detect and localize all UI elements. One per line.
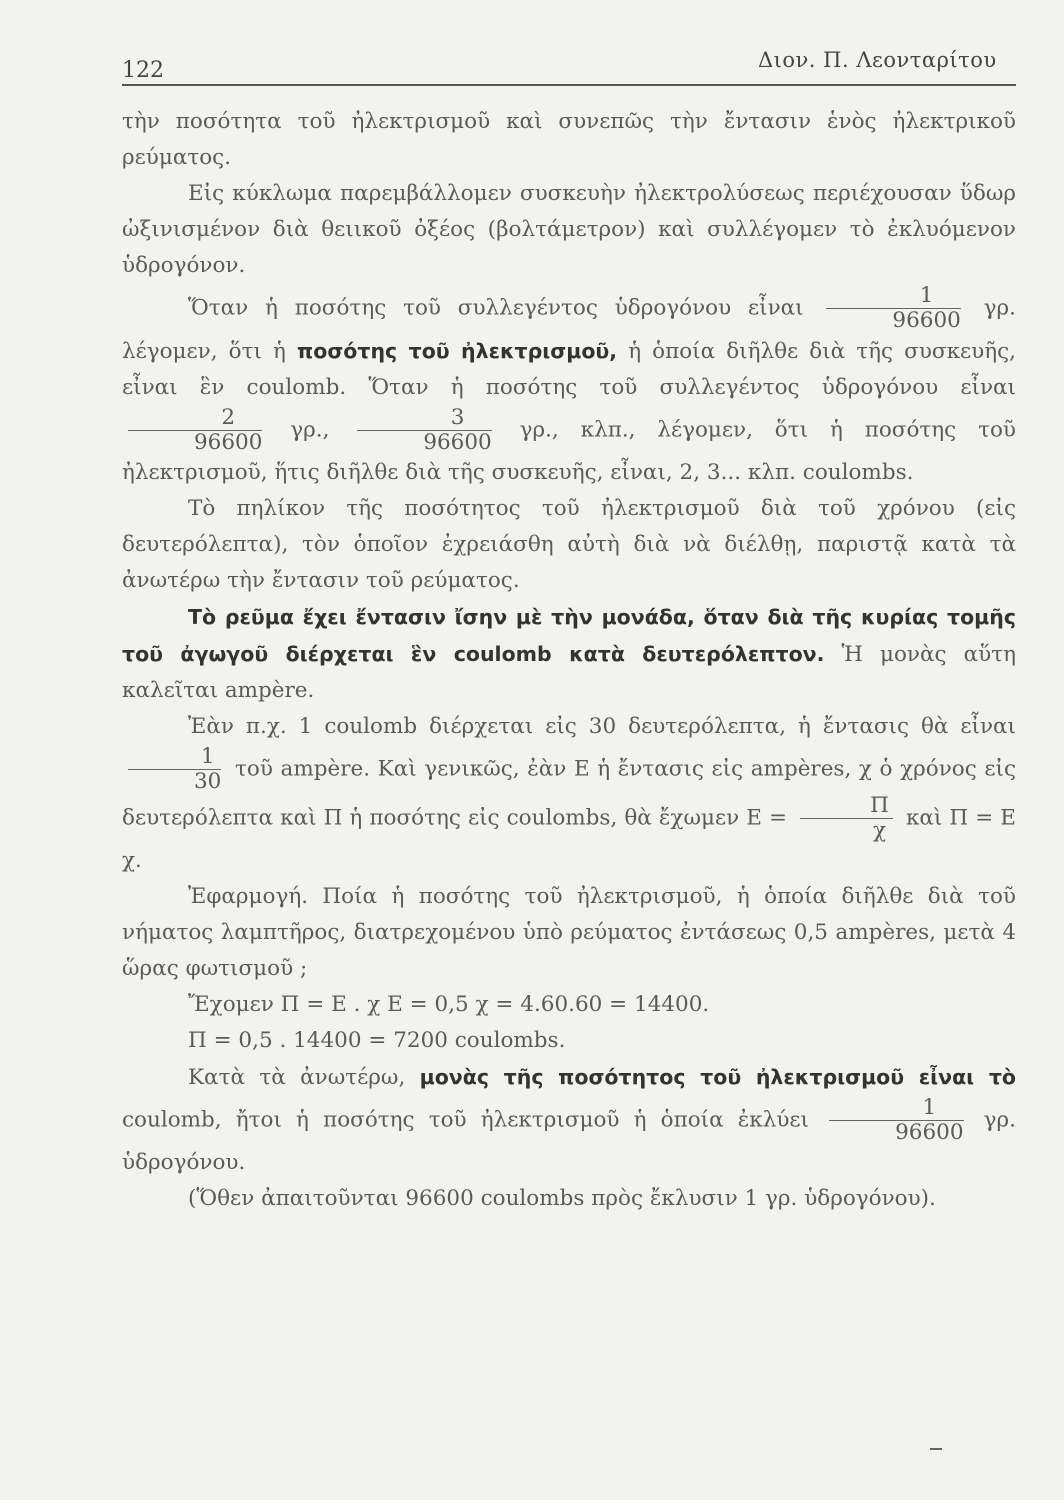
paragraph-10 bbox=[122, 1059, 1016, 1181]
fraction-2-96600 bbox=[128, 406, 262, 455]
paragraph-9-result: Π = 0,5 . 14400 = 7200 coulombs. bbox=[188, 1028, 566, 1053]
paragraph-1: τὴν ποσότητα τοῦ ἠλεκτρισμοῦ καὶ συνεπῶς τὴν ἔντασιν ἑνὸς ἠλεκτρικοῦ ρεύματος. bbox=[122, 109, 1016, 170]
fraction-denominator: χ bbox=[872, 818, 886, 843]
paragraph-4: Τὸ πηλίκον τῆς ποσότητος τοῦ ἠλεκτρισμοῦ διὰ τοῦ χρόνου (εἰς δευτερόλεπτα), τὸν ὁποῖον ἐχρειάσθη αὐτὴ διὰ νὰ διέλθῃ, παριστᾷ κατὰ τὰ ἀνωτέρω τὴν ἔντασιν τοῦ ρεύματος. bbox=[122, 496, 1016, 593]
fraction-numerator: 3 bbox=[357, 406, 491, 431]
fraction-denominator: 96600 bbox=[194, 430, 263, 455]
paragraph-6 bbox=[122, 709, 1016, 879]
p3-text-b: γρ. λέγομεν, ὅτι ἡ bbox=[122, 295, 1016, 364]
fraction-numerator: 1 bbox=[826, 284, 960, 309]
p10-text-c: γρ. ὑδρογόνου. bbox=[122, 1107, 1016, 1175]
fraction-pi-chi bbox=[800, 794, 893, 843]
p10-text-a: Κατὰ τὰ ἀνωτέρω, bbox=[188, 1065, 406, 1090]
paragraph-2: Εἰς κύκλωμα παρεμβάλλομεν συσκευὴν ἠλεκτρολύσεως περιέχουσαν ὕδωρ ὠξινισμένον διὰ θειικοῦ ὀξέος (βολτάμετρον) καὶ συλλέγομεν τὸ ἐκλυόμενον ὑδρογόνον. bbox=[122, 181, 1016, 278]
p10-bold: μονὰς τῆς ποσότητος τοῦ ἠλεκτρισμοῦ εἶναι τὸ bbox=[419, 1065, 1016, 1089]
fraction-1-96600-b bbox=[829, 1096, 963, 1145]
fraction-numerator: 1 bbox=[128, 745, 221, 770]
p5-bold-definition: Τὸ ρεῦμα ἔχει ἔντασιν ἴσην μὲ τὴν μονάδα, ὅταν διὰ τῆς κυρίας τομῆς τοῦ ἀγωγοῦ διέρχεται ἓν coulomb κατὰ δευτερόλεπτον. bbox=[122, 605, 1016, 666]
p10-text-b: coulomb, ἤτοι ἡ ποσότης τοῦ ἠλεκτρισμοῦ ἡ ὁποία ἐκλύει bbox=[122, 1107, 809, 1133]
fraction-denominator: 30 bbox=[194, 769, 222, 794]
p6-text-a: Ἐὰν π.χ. 1 coulomb διέρχεται εἰς 30 δευτερόλεπτα, ἡ ἔντασις θὰ εἶναι bbox=[188, 714, 1016, 739]
p3-text-d: γρ., bbox=[290, 417, 330, 443]
running-header-author: Διον. Π. Λεονταρίτου bbox=[758, 48, 997, 72]
paragraph-7-application: Ἐφαρμογή. Ποία ἡ ποσότης τοῦ ἠλεκτρισμοῦ, ἡ ὁποία διῆλθε διὰ τοῦ νήματος λαμπτῆρος, διατρεχομένου ὑπὸ ρεύματος ἐντάσεως 0,5 ampères, μετὰ 4 ὥρας φωτισμοῦ ; bbox=[122, 884, 1016, 981]
fraction-3-96600 bbox=[357, 406, 491, 455]
p3-text-a: Ὅταν ἡ ποσότης τοῦ συλλεγέντος ὑδρογόνου εἶναι bbox=[188, 295, 804, 321]
fraction-numerator: 2 bbox=[128, 406, 262, 431]
fraction-numerator: 1 bbox=[829, 1096, 963, 1121]
paragraph-5 bbox=[122, 599, 1016, 709]
fraction-denominator: 96600 bbox=[892, 308, 961, 333]
p5-rest: Ἡ μονὰς αὕτη καλεῖται ampère. bbox=[122, 642, 1016, 703]
fraction-denominator: 96600 bbox=[423, 430, 492, 455]
fraction-numerator: Π bbox=[800, 794, 893, 819]
paragraph-3 bbox=[122, 284, 1016, 491]
p3-text-c: ἡ ὁποία διῆλθε διὰ τῆς συσκευῆς, εἶναι ἓν coulomb. Ὅταν ἡ ποσότης τοῦ συλλεγέντος ὑδρογόνου εἶναι bbox=[122, 339, 1017, 400]
paragraph-8-equation: Ἔχομεν Π = Ε . χ Ε = 0,5 χ = 4.60.60 = 14400. bbox=[188, 992, 710, 1017]
p3-text-e: γρ., κλπ., λέγομεν, ὅτι ἡ ποσότης τοῦ ἠλεκτρισμοῦ, ἥτις διῆλθε διὰ τῆς συσκευῆς, εἶναι, 2, 3... κλπ. coulombs. bbox=[122, 417, 1016, 485]
body-text bbox=[122, 104, 1016, 1217]
p3-bold: ποσότης τοῦ ἠλεκτρισμοῦ, bbox=[297, 339, 618, 363]
fraction-1-96600 bbox=[826, 284, 960, 333]
header-rule bbox=[122, 84, 1016, 86]
p6-text-b: τοῦ ampère. Καὶ γενικῶς, ἐὰν Ε ἡ ἔντασις εἰς ampères, χ ὁ χρόνος εἰς δευτερόλεπτα καὶ Π ἡ ποσότης εἰς coulombs, θὰ ἔχωμεν Ε = bbox=[122, 756, 1016, 831]
fraction-denominator: 96600 bbox=[895, 1120, 964, 1145]
paragraph-11: (Ὅθεν ἀπαιτοῦνται 96600 coulombs πρὸς ἔκλυσιν 1 γρ. ὑδρογόνου). bbox=[188, 1186, 936, 1211]
page-number: 122 bbox=[122, 58, 164, 83]
p6-text-c: καὶ Π = Ε χ. bbox=[122, 805, 1016, 873]
fraction-1-30 bbox=[128, 745, 221, 794]
footer-dash bbox=[930, 1448, 942, 1450]
